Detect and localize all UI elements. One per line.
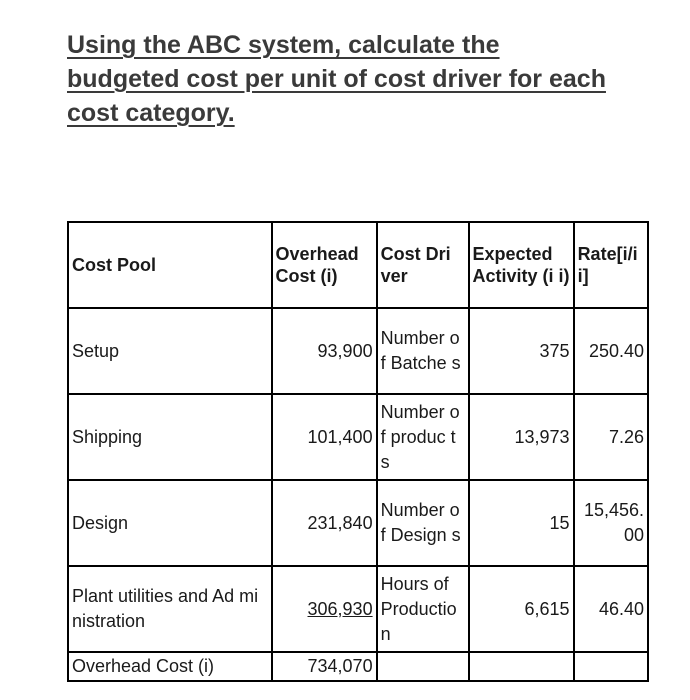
table-row (68, 566, 648, 652)
cell-rate: 250.40 (574, 308, 648, 394)
cell-cost-pool: Setup (68, 308, 272, 394)
total-empty-cell (377, 652, 469, 681)
cell-cost-pool: Design (68, 480, 272, 566)
cell-cost-pool: Plant utilities and Ad ministration (68, 566, 272, 652)
cell-overhead-cost: 306,930 (272, 566, 377, 652)
cell-overhead-cost: 93,900 (272, 308, 377, 394)
header-cost-driver: Cost Dri ver (377, 222, 469, 308)
table-header-row (68, 222, 648, 308)
cell-expected-activity: 15 (469, 480, 574, 566)
cell-rate: 46.40 (574, 566, 648, 652)
abc-cost-table (67, 221, 649, 682)
heading-line-2: budgeted cost per unit of cost driver for each (67, 65, 606, 93)
cell-expected-activity: 6,615 (469, 566, 574, 652)
cell-cost-driver: Hours of Productio n (377, 566, 469, 652)
cell-cost-driver: Number of produc ts (377, 394, 469, 480)
table-total-row (68, 652, 648, 681)
total-value: 734,070 (272, 652, 377, 681)
table-row (68, 394, 648, 480)
cell-cost-driver: Number of Design s (377, 480, 469, 566)
total-label: Overhead Cost (i) (68, 652, 272, 681)
header-cost-pool: Cost Pool (68, 222, 272, 308)
header-overhead-cost: Overhead Cost (i) (272, 222, 377, 308)
cell-overhead-cost: 101,400 (272, 394, 377, 480)
total-empty-cell (574, 652, 648, 681)
heading-line-1: Using the ABC system, calculate the (67, 31, 500, 59)
cell-cost-pool: Shipping (68, 394, 272, 480)
page-heading (67, 28, 667, 130)
heading-line-3: cost category. (67, 99, 235, 127)
table-row (68, 480, 648, 566)
cell-cost-driver: Number of Batche s (377, 308, 469, 394)
header-rate: Rate[i/i i] (574, 222, 648, 308)
cell-rate: 15,456. 00 (574, 480, 648, 566)
header-expected-activity: Expected Activity (i i) (469, 222, 574, 308)
cell-rate: 7.26 (574, 394, 648, 480)
total-empty-cell (469, 652, 574, 681)
cell-overhead-cost: 231,840 (272, 480, 377, 566)
cell-expected-activity: 13,973 (469, 394, 574, 480)
table-row (68, 308, 648, 394)
cell-expected-activity: 375 (469, 308, 574, 394)
